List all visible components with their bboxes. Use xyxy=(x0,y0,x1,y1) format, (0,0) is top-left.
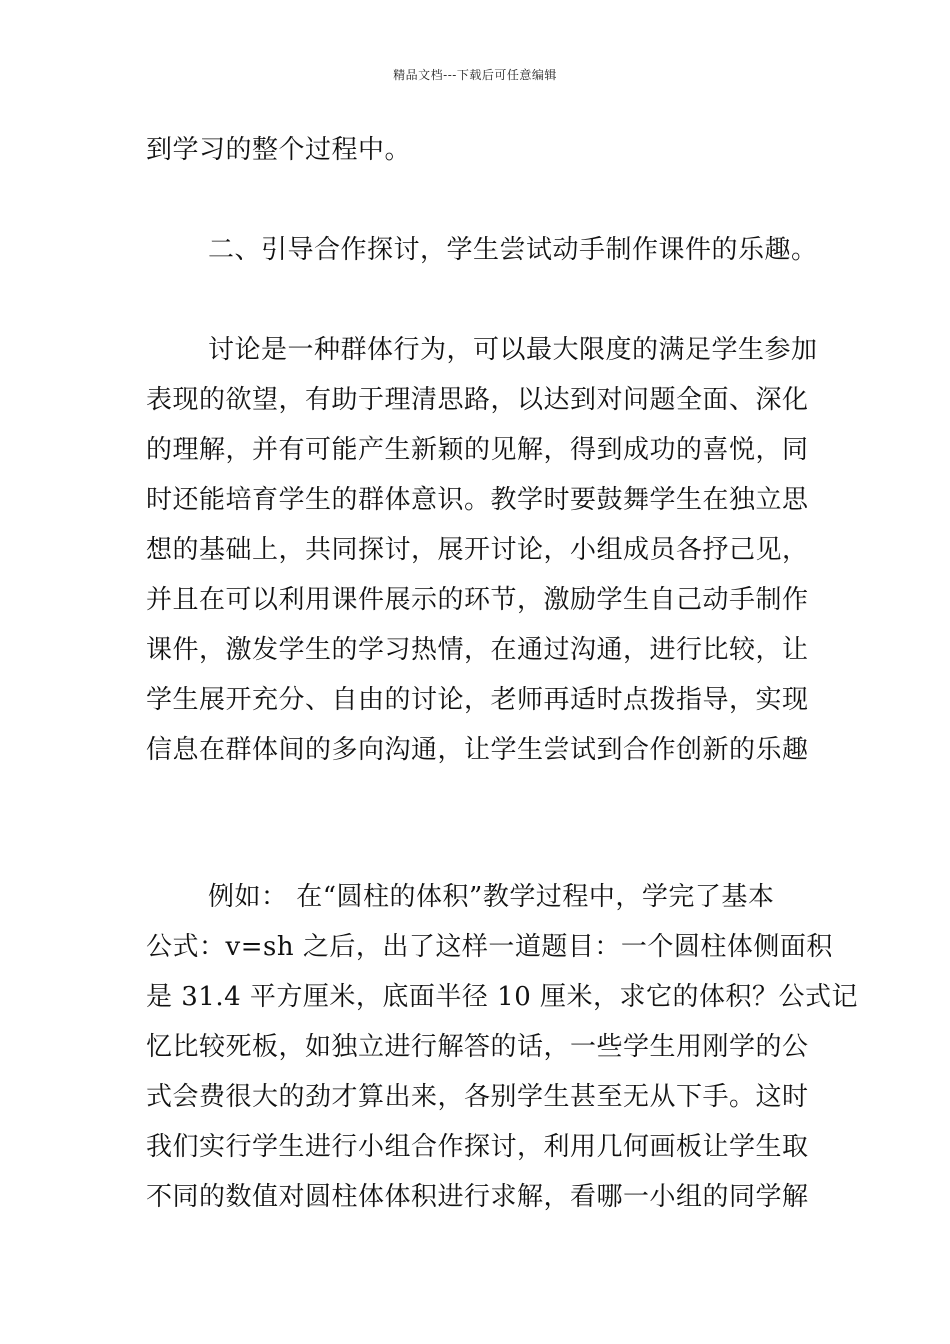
paragraph-4-line-5: 式会费很大的劲才算出来，各别学生甚至无从下手。这时 xyxy=(146,1082,809,1112)
paragraph-4-line-3: 是 31.4 平方厘米，底面半径 10 厘米，求它的体积？公式记 xyxy=(146,982,859,1012)
paragraph-4-line-4: 忆比较死板，如独立进行解答的话，一些学生用刚学的公 xyxy=(146,1032,809,1062)
section-heading: 二、引导合作探讨，学生尝试动手制作课件的乐趣。 xyxy=(208,235,818,265)
paragraph-3-line-8: 学生展开充分、自由的讨论，老师再适时点拨指导，实现 xyxy=(146,685,809,715)
paragraph-4-line-7: 不同的数值对圆柱体体积进行求解，看哪一小组的同学解 xyxy=(146,1182,809,1212)
paragraph-4-line-2: 公式：v=sh 之后，出了这样一道题目：一个圆柱体侧面积 xyxy=(146,932,833,962)
paragraph-4-line-6: 我们实行学生进行小组合作探讨，利用几何画板让学生取 xyxy=(146,1132,809,1162)
page-header: 精品文档---下载后可任意编辑 xyxy=(393,68,557,82)
paragraph-3-line-9: 信息在群体间的多向沟通，让学生尝试到合作创新的乐趣 xyxy=(146,735,809,765)
paragraph-3-line-4: 时还能培育学生的群体意识。教学时要鼓舞学生在独立思 xyxy=(146,485,809,515)
paragraph-3-line-7: 课件，激发学生的学习热情，在通过沟通，进行比较，让 xyxy=(146,635,809,665)
paragraph-3-line-1: 讨论是一种群体行为，可以最大限度的满足学生参加 xyxy=(208,335,818,365)
paragraph-3-line-2: 表现的欲望，有助于理清思路，以达到对问题全面、深化 xyxy=(146,385,809,415)
paragraph-3-line-5: 想的基础上，共同探讨，展开讨论，小组成员各抒己见， xyxy=(146,535,809,565)
paragraph-3-line-6: 并且在可以利用课件展示的环节，激励学生自己动手制作 xyxy=(146,585,809,615)
paragraph-3-line-3: 的理解，并有可能产生新颖的见解，得到成功的喜悦，同 xyxy=(146,435,809,465)
paragraph-1-line-1: 到学习的整个过程中。 xyxy=(146,135,412,165)
paragraph-4-line-1: 例如： 在“圆柱的体积”教学过程中，学完了基本 xyxy=(208,882,775,912)
